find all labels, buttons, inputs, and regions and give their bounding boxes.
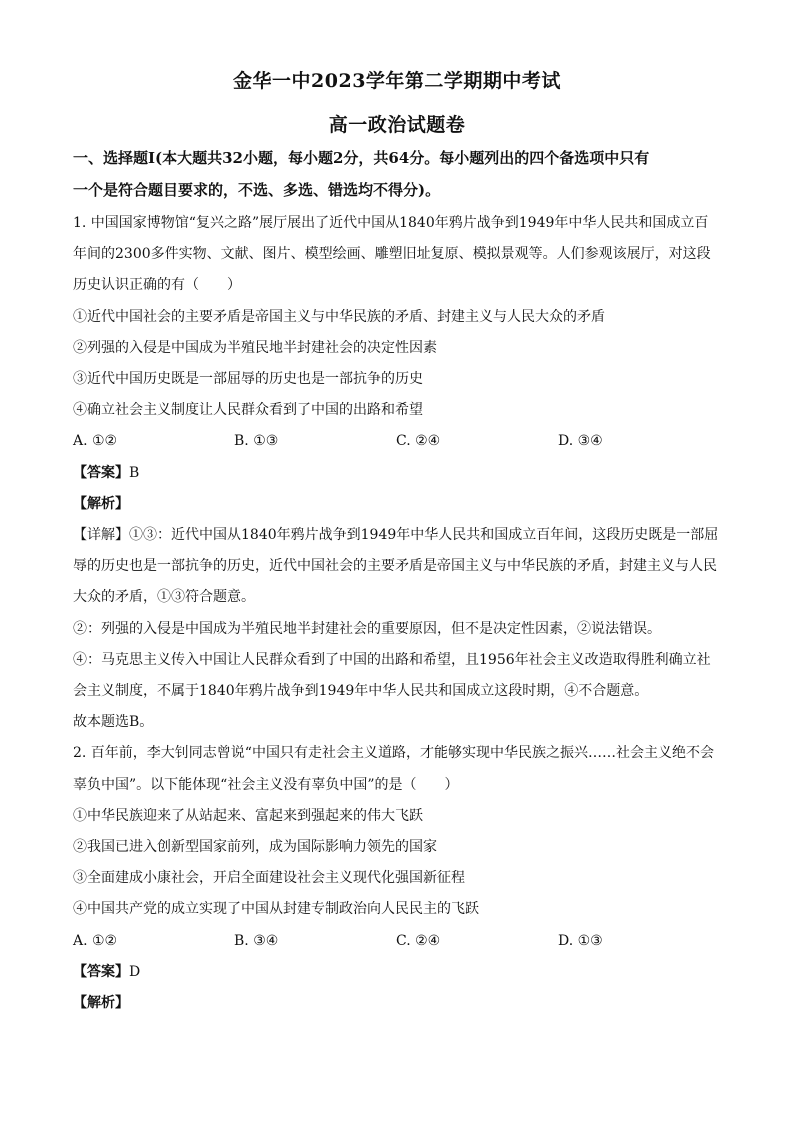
q2-item: ②我国已进入创新型国家前列，成为国际影响力领先的国家 bbox=[73, 839, 437, 855]
q1-conclusion: 故本题选B。 bbox=[73, 714, 154, 730]
q1-detail-line1: 【详解】①③：近代中国从1840年鸦片战争到1949年中华人民共和国成立百年间，这段历史既是一部屈 bbox=[73, 527, 719, 543]
q1-option-c: C. ②④ bbox=[396, 433, 441, 449]
q1-detail-line5: ④：马克思主义传入中国让人民群众看到了中国的出路和希望，且1956年社会主义改造取得胜利确立社 bbox=[73, 652, 711, 668]
q2-option-d: D. ①③ bbox=[558, 933, 603, 949]
q1-stem-line3: 历史认识正确的有（ ） bbox=[73, 277, 241, 293]
q1-item: ④确立社会主义制度让人民群众看到了中国的出路和希望 bbox=[73, 402, 423, 418]
answer-label: 【答案】 bbox=[73, 964, 129, 980]
q2-option-c: C. ②④ bbox=[396, 933, 441, 949]
q1-item: ③近代中国历史既是一部屈辱的历史也是一部抗争的历史 bbox=[73, 371, 423, 387]
q1-stem-line1: 1. 中国国家博物馆“复兴之路”展厅展出了近代中国从1840年鸦片战争到1949年中华人民共和国成立百 bbox=[73, 215, 709, 231]
q1-detail-line2: 辱的历史也是一部抗争的历史，近代中国社会的主要矛盾是帝国主义与中华民族的矛盾，封建主义与人民 bbox=[73, 558, 717, 574]
q1-detail-line4: ②：列强的入侵是中国成为半殖民地半封建社会的重要原因，但不是决定性因素，②说法错误。 bbox=[73, 621, 661, 637]
q1-stem-line2: 年间的2300多件实物、文献、图片、模型绘画、雕塑旧址复原、模拟景观等。人们参观该展厅，对这段 bbox=[73, 246, 711, 262]
q2-option-a: A. ①② bbox=[73, 933, 118, 949]
q2-item: ①中华民族迎来了从站起来、富起来到强起来的伟大飞跃 bbox=[73, 808, 423, 824]
q2-item: ④中国共产党的成立实现了中国从封建专制政治向人民民主的飞跃 bbox=[73, 901, 479, 917]
q1-item: ①近代中国社会的主要矛盾是帝国主义与中华民族的矛盾、封建主义与人民大众的矛盾 bbox=[73, 309, 605, 325]
answer-value: B bbox=[129, 465, 140, 481]
q1-detail-line6: 会主义制度，不属于1840年鸦片战争到1949年中华人民共和国成立这段时期，④不合题意。 bbox=[73, 683, 649, 699]
q1-answer bbox=[73, 463, 728, 483]
q2-answer bbox=[73, 962, 728, 982]
section-heading-line2: 一个是符合题目要求的，不选、多选、错选均不得分)。 bbox=[73, 181, 441, 199]
q1-detail-line3: 大众的矛盾，①③符合题意。 bbox=[73, 589, 255, 605]
q2-stem-line1: 2. 百年前，李大钊同志曾说“中国只有走社会主义道路，才能够实现中华民族之振兴……社会主义绝不会 bbox=[73, 745, 714, 761]
q2-stem-line2: 辜负中国”。以下能体现“社会主义没有辜负中国”的是（ ） bbox=[73, 777, 459, 793]
answer-label: 【答案】 bbox=[73, 465, 129, 481]
q1-analysis-label: 【解析】 bbox=[73, 496, 129, 512]
section-heading-line1: 一、选择题Ⅰ(本大题共32小题，每小题2分，共64分。每小题列出的四个备选项中只有 bbox=[73, 149, 650, 167]
q1-item: ②列强的入侵是中国成为半殖民地半封建社会的决定性因素 bbox=[73, 340, 437, 356]
q1-option-d: D. ③④ bbox=[558, 433, 603, 449]
exam-subtitle: 高一政治试题卷 bbox=[328, 114, 466, 136]
exam-title: 金华一中2023学年第二学期期中考试 bbox=[233, 70, 561, 92]
q1-option-b: B. ①③ bbox=[234, 433, 279, 449]
q2-item: ③全面建成小康社会，开启全面建设社会主义现代化强国新征程 bbox=[73, 870, 465, 886]
q2-option-b: B. ③④ bbox=[234, 933, 279, 949]
q2-analysis-label: 【解析】 bbox=[73, 995, 129, 1011]
answer-value: D bbox=[129, 964, 141, 980]
q1-option-a: A. ①② bbox=[73, 433, 118, 449]
